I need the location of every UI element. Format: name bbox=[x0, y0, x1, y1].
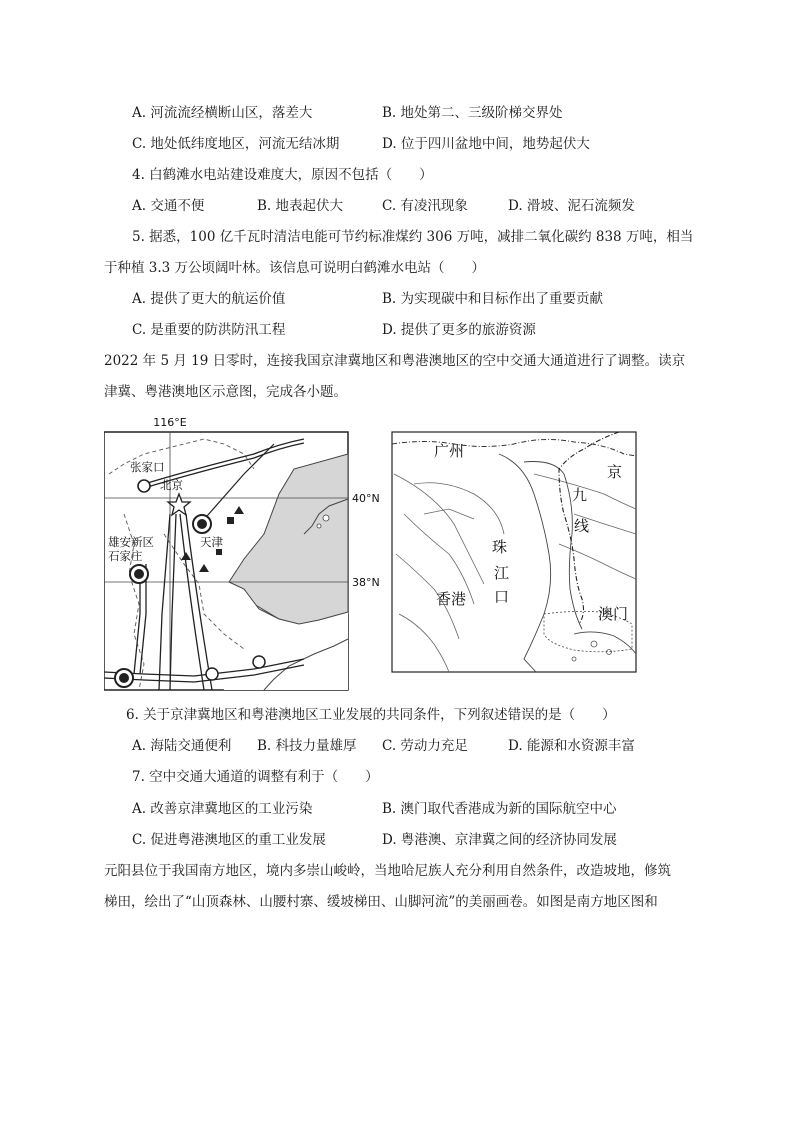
label-jing: 京 bbox=[607, 463, 623, 481]
q4-option-d: D. 滑坡、泥石流频发 bbox=[508, 198, 635, 214]
q5-option-b: B. 为实现碳中和目标作出了重要贡献 bbox=[382, 291, 604, 307]
label-hongkong: 香港 bbox=[436, 590, 467, 608]
intro2-line2: 津冀、粤港澳地区示意图，完成各小题。 bbox=[104, 384, 347, 400]
q6-option-a: A. 海陆交通便利 bbox=[132, 738, 232, 754]
tianjin-marker bbox=[197, 519, 207, 529]
map-yuegangao bbox=[392, 432, 636, 672]
intro3-line2: 梯田，绘出了“山顶森林、山腰村寨、缓坡梯田、山脚河流”的美丽画卷。如图是南方地区图和 bbox=[104, 894, 658, 910]
q5-stem-line1: 5. 据悉，100 亿千瓦时清洁电能可节约标准煤约 306 万吨，减排二氧化碳约 838 万吨，相当 bbox=[132, 229, 694, 245]
map-jingjinji bbox=[104, 416, 380, 690]
lon-116-label: 116°E bbox=[153, 416, 187, 429]
q3-option-b: B. 地处第二、三级阶梯交界处 bbox=[382, 105, 563, 121]
q5-option-d: D. 提供了更多的旅游资源 bbox=[382, 322, 536, 338]
q4-option-a: A. 交通不便 bbox=[132, 198, 205, 214]
city-label-tianjin: 天津 bbox=[200, 535, 223, 549]
q4-option-c: C. 有凌汛现象 bbox=[382, 198, 468, 214]
q7-option-d: D. 粤港澳、京津冀之间的经济协同发展 bbox=[382, 832, 617, 848]
city-label-shijiazhuang: 石家庄 bbox=[108, 549, 143, 563]
q6-stem: 6. 关于京津冀地区和粤港澳地区工业发展的共同条件，下列叙述错误的是（ ） bbox=[126, 707, 616, 723]
q6-option-d: D. 能源和水资源丰富 bbox=[508, 738, 635, 754]
q6-option-b: B. 科技力量雄厚 bbox=[257, 738, 357, 754]
city-label-beijing: 北京 bbox=[160, 478, 183, 492]
q4-option-b: B. 地表起伏大 bbox=[257, 198, 344, 214]
q7-option-c: C. 促进粤港澳地区的重工业发展 bbox=[132, 832, 326, 848]
label-zhu: 珠 bbox=[492, 538, 508, 556]
lat-38-label: 38°N bbox=[352, 576, 380, 589]
map-figure bbox=[104, 414, 694, 694]
q3-option-d: D. 位于四川盆地中间，地势起伏大 bbox=[382, 136, 590, 152]
q5-option-a: A. 提供了更大的航运价值 bbox=[132, 291, 286, 307]
zhangjiakou-marker bbox=[138, 480, 150, 492]
q7-option-b: B. 澳门取代香港成为新的国际航空中心 bbox=[382, 801, 617, 817]
intro2-line1: 2022 年 5 月 19 日零时，连接我国京津冀地区和粤港澳地区的空中交通大通道进行了调整。读京 bbox=[104, 353, 686, 369]
q5-option-c: C. 是重要的防洪防汛工程 bbox=[132, 322, 286, 338]
q3-option-a: A. 河流流经横断山区，落差大 bbox=[132, 105, 313, 121]
intro3-line1: 元阳县位于我国南方地区，境内多崇山峻岭，当地哈尼族人充分利用自然条件，改造坡地，修筑 bbox=[104, 863, 671, 879]
q3-option-c: C. 地处低纬度地区，河流无结冰期 bbox=[132, 136, 340, 152]
label-jiang: 江 bbox=[494, 564, 510, 582]
label-guangzhou: 广州 bbox=[434, 442, 465, 460]
shijiazhuang-marker bbox=[134, 569, 144, 579]
map-svg bbox=[104, 414, 694, 694]
lat-40-label: 40°N bbox=[352, 492, 380, 505]
q7-option-a: A. 改善京津冀地区的工业污染 bbox=[132, 801, 313, 817]
q7-stem: 7. 空中交通大通道的调整有利于（ ） bbox=[132, 769, 379, 785]
city-label-zhangjiakou: 张家口 bbox=[130, 460, 165, 474]
label-jiu: 九 bbox=[572, 486, 588, 504]
q4-stem: 4. 白鹤滩水电站建设难度大，原因不包括（ ） bbox=[132, 167, 433, 183]
q6-option-c: C. 劳动力充足 bbox=[382, 738, 468, 754]
label-macau: 澳门 bbox=[598, 605, 629, 623]
label-xian: 线 bbox=[574, 517, 590, 535]
q5-stem-line2: 于种植 3.3 万公顷阔叶林。该信息可说明白鹤滩水电站（ ） bbox=[104, 260, 486, 276]
city-label-xiongan: 雄安新区 bbox=[108, 535, 154, 549]
label-kou: 口 bbox=[494, 588, 510, 606]
